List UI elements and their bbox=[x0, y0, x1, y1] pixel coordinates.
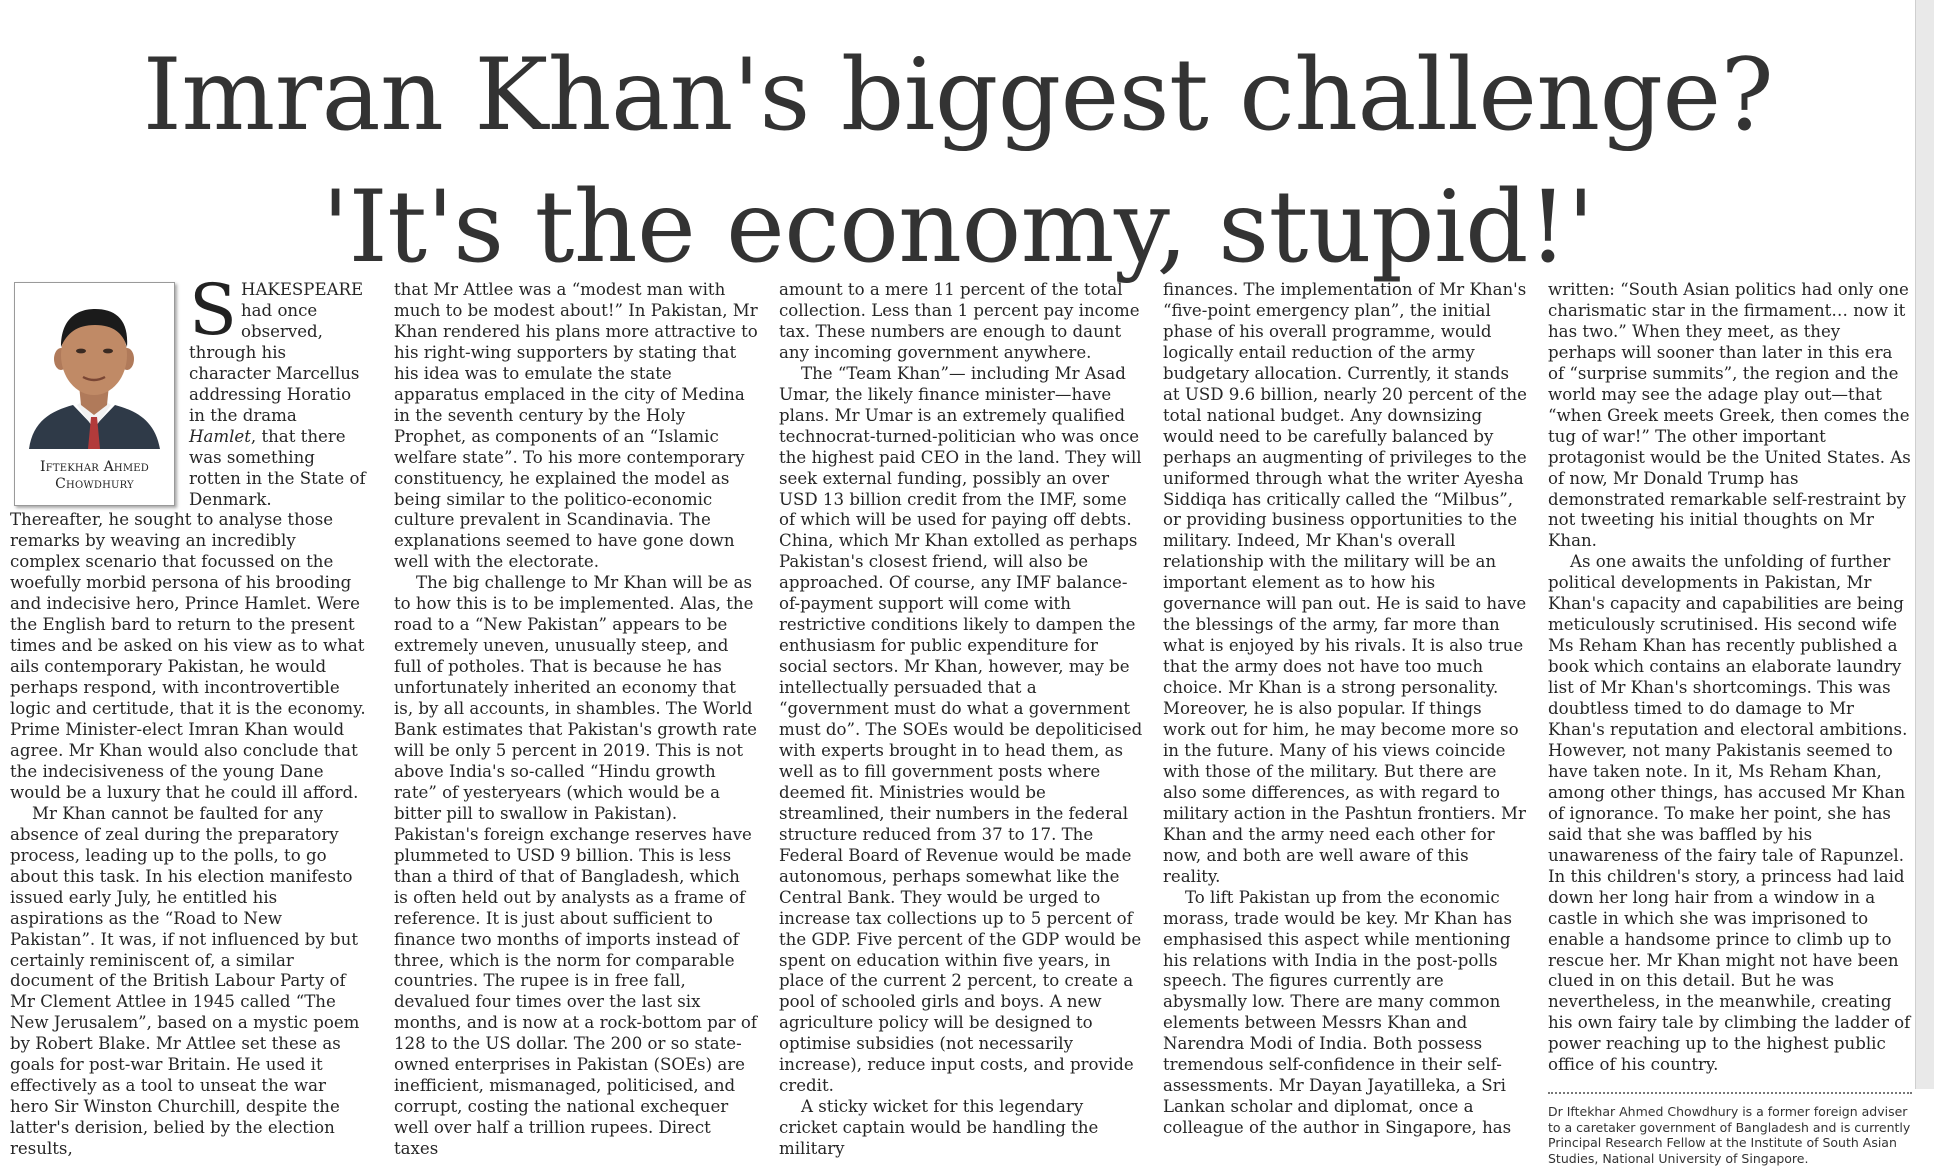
paragraph-5-part-1: A sticky wicket for this legendary cricket captain would be handling the military bbox=[779, 1097, 1099, 1159]
paragraph-3-part-1: The big challenge to Mr Khan will be as to how this is to be implemented. Alas, the road to a “New Pakistan” appears to be extremely uneven, unusually steep, and full of potholes. That is because he has unfortunately inherited an economy that is, by all accounts, in shambles. The World Bank estimates that Pakistan's growth rate will be only 5 percent in 2019. This is not above India's so-called “Hindu growth rate” of yesteryears (which would be a bitter pill to swallow in Pakistan). Pakistan's foreign exchange reserves have plummeted to USD 9 billion. This is less than a third of that of Bangladesh, which is often held out by analysts as a frame of reference. It is just about sufficient to finance two months of imports instead of three, which is the norm for comparable countries. The rupee is in free fall, devalued four times over the last six months, and is now at a rock-bottom par of 128 to the US dollar. The 200 or so state-owned enterprises in Pakistan (SOEs) are inefficient, mismanaged, politicised, and corrupt, costing the national exchequer well over half a trillion rupees. Direct taxes bbox=[394, 573, 757, 1159]
paragraph-6-part-2: written: “South Asian politics had only one charismatic star in the firmament… now it has two.” When they meet, as they perhaps will sooner than later in this era of “surprise summits”, the region and the world may see the adage play out—that “when Greek meets Greek, then comes the tug of war!” The other important protagonist would be the United States. As of now, Mr Donald Trump has demonstrated remarkable self-restraint by not tweeting his initial thoughts on Mr Khan. bbox=[1548, 280, 1911, 551]
author-portrait bbox=[14, 282, 175, 506]
author-name-line-2: Chowdhury bbox=[55, 476, 134, 492]
page-edge-scrollbar bbox=[1915, 0, 1934, 1089]
article-column-3 bbox=[779, 280, 1143, 1159]
paragraph-3-part-2: amount to a mere 11 percent of the total collection. Less than 1 percent pay income tax. These numbers are enough to daunt any incoming government anywhere. bbox=[779, 280, 1140, 362]
paragraph-6-part-1: To lift Pakistan up from the economic morass, trade would be key. Mr Khan has emphasised this aspect while mentioning his relations with India in the post-polls speech. The figures currently are abysmally low. There are many common elements between Messrs Khan and Narendra Modi of India. Both possess tremendous self-confidence in their self-assessments. Mr Dayan Jayatilleka, a Sri Lankan scholar and diplomat, once a colleague of the author in Singapore, has bbox=[1163, 887, 1512, 1138]
drop-cap: S bbox=[189, 269, 237, 351]
author-byline bbox=[15, 459, 174, 493]
headline bbox=[0, 30, 1916, 294]
author-photo bbox=[21, 289, 168, 449]
headline-line-2: 'It's the economy, stupid!' bbox=[321, 170, 1595, 285]
paragraph-4: The “Team Khan”— including Mr Asad Umar, the likely finance minister—have plans. Mr Umar is an extremely qualified technocrat-turned-politician who was once the highest paid CEO in the land. They will seek external funding, possibly an over USD 13 billion credit from the IMF, some of which will be used for paying off debts. China, which Mr Khan extolled as perhaps Pakistan's closest friend, will also be approached. Of course, any IMF balance-of-payment support will come with restrictive conditions likely to dampen the enthusiasm for public expenditure for social sectors. Mr Khan, however, may be intellectually persuaded that a “government must do what a government must do”. The SOEs would be depoliticised with experts brought in to head them, as well as to fill government posts where deemed fit. Ministries would be streamlined, their numbers in the federal structure reduced from 37 to 17. The Federal Board of Revenue would be made autonomous, perhaps somewhat like the Central Bank. They would be urged to increase tax collections up to 5 percent of the GDP. Five percent of the GDP would be spent on education within five years, in place of the current 2 percent, to create a pool of schooled girls and boys. A new agriculture policy will be designed to optimise subsidies (not necessarily increase), reduce input costs, and provide credit. bbox=[779, 363, 1143, 1096]
article-column-5 bbox=[1548, 280, 1912, 1166]
paragraph-1-text-a: had once observed, through his character Marcellus addressing Horatio in the drama bbox=[189, 300, 360, 425]
article-column-4 bbox=[1163, 280, 1527, 1138]
paragraph-5-part-2: finances. The implementation of Mr Khan's “five-point emergency plan”, the initial phase of his overall programme, would logically entail reduction of the army budgetary allocation. Currently, it stands at USD 9.6 billion, nearly 20 percent of the total national budget. Any downsizing would need to be carefully balanced by perhaps an augmenting of privileges to the uniformed through what the writer Ayesha Siddiqa has critically called the “Milbus”, or providing business opportunities to the military. Indeed, Mr Khan's overall relationship with the military will be an important element as to how his governance will pan out. He is said to have the blessings of the army, far more than what is enjoyed by his rivals. It is also true that the army does not have too much choice. Mr Khan is a strong personality. Moreover, he is also popular. If things work out for him, he may become more so in the future. Many of his views coincide with those of the military. But there are also some differences, as with regard to military action in the Pashtun frontiers. Mr Khan and the army need each other for now, and both are well aware of this reality. bbox=[1163, 280, 1527, 886]
headline-line-1: Imran Khan's biggest challenge? bbox=[142, 38, 1774, 153]
paragraph-7: As one awaits the unfolding of further political developments in Pakistan, Mr Khan's capacity and capabilities are being meticulously scrutinised. His second wife Ms Reham Khan has recently published a book which contains an elaborate laundry list of Mr Khan's shortcomings. This was doubtless timed to do damage to Mr Khan's reputation and electoral ambitions. However, not many Pakistanis seemed to have taken note. In it, Ms Reham Khan, among other things, has accused Mr Khan of ignorance. To make her point, she has said that she was baffled by his unawareness of the fairy tale of Rapunzel. In this children's story, a princess had laid down her long hair from a window in a castle in which she was imprisoned to enable a handsome prince to climb up to rescue her. Mr Khan might not have been clued in on this detail. But he was nevertheless, in the meanwhile, creating his own fairy tale by climbing the ladder of power reaching up to the highest public office of his country. bbox=[1548, 552, 1911, 1075]
paragraph-2-part-1: Mr Khan cannot be faulted for any absence of zeal during the preparatory process, leading up to the polls, to go about this task. In his election manifesto issued early July, he entitled his aspirations as the “Road to New Pakistan”. It was, if not influenced by but certainly reminiscent of, a similar document of the British Labour Party of Mr Clement Attlee in 1945 called “The New Jerusalem”, based on a mystic poem by Robert Blake. Mr Attlee set these as goals for post-war Britain. He used it effectively as a tool to unseat the war hero Sir Winston Churchill, despite the latter's derision, belied by the election results, bbox=[10, 803, 360, 1159]
article-column-1 bbox=[10, 269, 368, 1159]
paragraph-1-text-b: , that there was something rotten in the State of Denmark. Thereafter, he sought to analyse those remarks by weaving an incredibly complex scenario that focussed on the woefully morbid persona of his brooding and indecisive hero, Prince Hamlet. Were the English bard to return to the present times and be asked on his view as to what ails contemporary Pakistan, he would perhaps respond, with incontrovertible logic and certitude, that it is the economy. Prime Minister-elect Imran Khan would agree. Mr Khan would also conclude that the indecisiveness of the young Dane would be a luxury that he could ill afford. bbox=[10, 426, 366, 802]
author-footnote: Dr Iftekhar Ahmed Chowdhury is a former foreign adviser to a caretaker government of Bangladesh and is currently Principal Research Fellow at the Institute of South Asian Studies, National University of Singapore. bbox=[1548, 1104, 1911, 1166]
paragraph-2-part-2: that Mr Attlee was a “modest man with much to be modest about!” In Pakistan, Mr Khan rendered his plans more attractive to his right-wing supporters by stating that his idea was to emulate the state apparatus emplaced in the city of Medina in the seventh century by the Holy Prophet, as components of an “Islamic welfare state”. To his more contemporary constituency, he explained the model as being similar to the politico-economic culture prevalent in Scandinavia. The explanations seemed to have gone down well with the electorate. bbox=[394, 280, 758, 572]
footnote-divider bbox=[1548, 1092, 1912, 1094]
article-column-2 bbox=[394, 280, 758, 1159]
lead-caps: HAKESPEARE bbox=[240, 280, 364, 299]
author-name-line-1: Iftekhar Ahmed bbox=[39, 459, 150, 475]
hamlet-italic: Hamlet bbox=[189, 426, 251, 446]
